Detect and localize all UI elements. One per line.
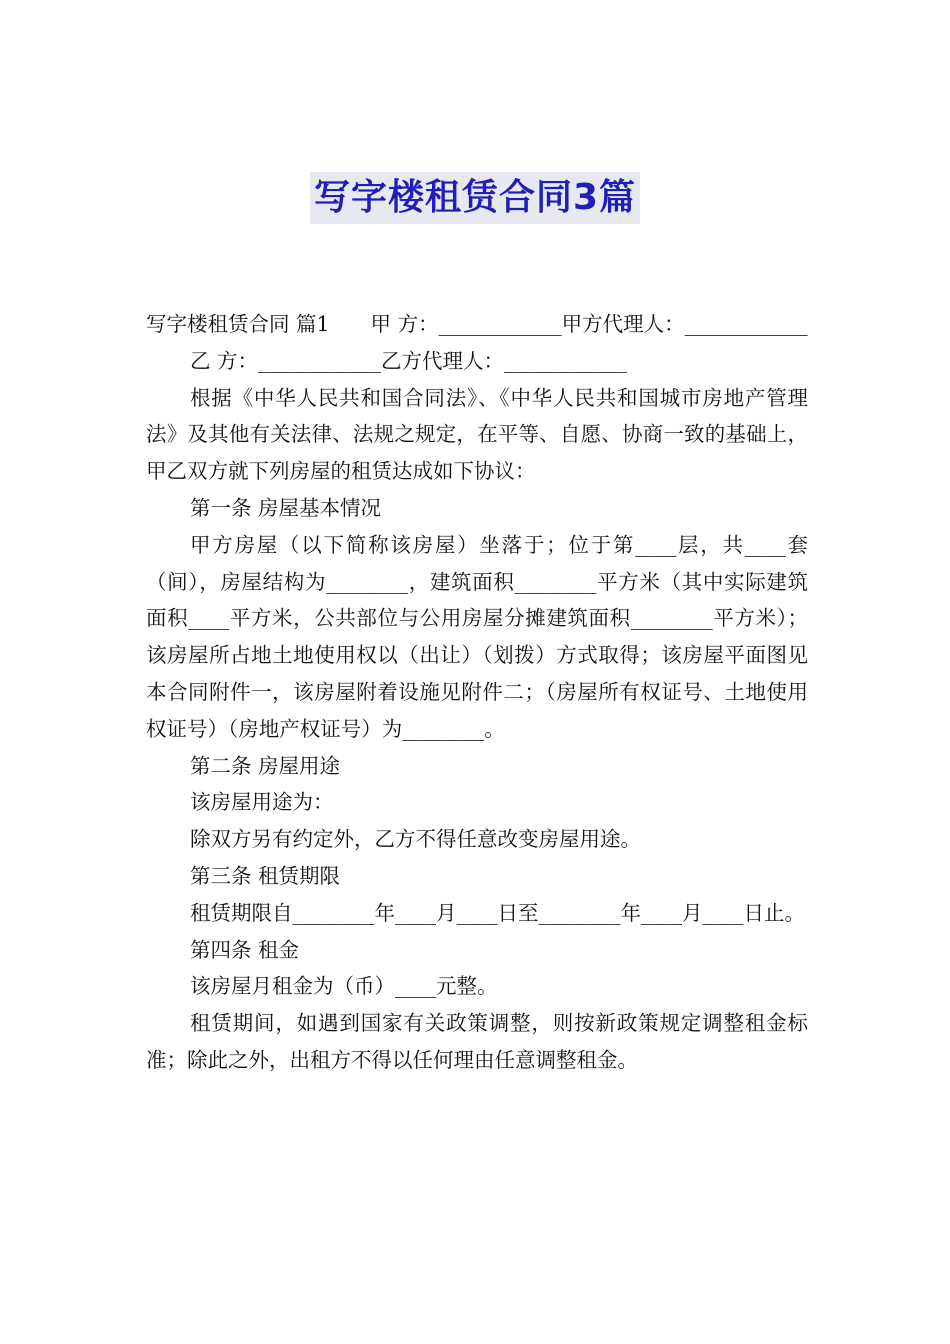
article-1-heading: 第一条 房屋基本情况 <box>190 495 382 520</box>
document-body <box>146 306 808 1079</box>
article-3-heading: 第三条 租赁期限 <box>190 863 341 888</box>
article-4-rent: 该房屋月租金为（币）____元整。 <box>190 974 498 999</box>
article-2-restriction: 除双方另有约定外，乙方不得任意改变房屋用途。 <box>190 827 641 852</box>
document-title: 写字楼租赁合同3篇 <box>310 172 640 224</box>
article-4-heading: 第四条 租金 <box>190 937 300 962</box>
paragraph-party-a: 写字楼租赁合同 篇1 甲 方：____________甲方代理人：____________ <box>146 312 808 336</box>
title-container <box>0 172 950 224</box>
article-4-adjustment: 租赁期间，如遇到国家有关政策调整，则按新政策规定调整租金标准；除此之外，出租方不得以任何理由任意调整租金。 <box>146 1011 808 1072</box>
paragraph-basis: 根据《中华人民共和国合同法》、《中华人民共和国城市房地产管理法》及其他有关法律、法规之规定，在平等、自愿、协商一致的基础上，甲乙双方就下列房屋的租赁达成如下协议： <box>146 385 808 484</box>
article-2-heading: 第二条 房屋用途 <box>190 753 341 778</box>
article-2-purpose: 该房屋用途为： <box>190 790 334 815</box>
article-3-text: 租赁期限自________年____月____日至________年____月____日止。 <box>190 900 805 925</box>
paragraph-party-b: 乙 方：____________乙方代理人：____________ <box>190 348 628 373</box>
article-1-text: 甲方房屋（以下简称该房屋）坐落于；位于第____层，共____套（间），房屋结构为________，建筑面积________平方米（其中实际建筑面积____平方米，公共部位与公用房屋分摊建筑面积________平方米）；该房屋所占地土地使用权以（出让）（划拨）方式取得；该房屋平面图见本合同附件一，该房屋附着设施见附件二；（房屋所有权证号、土地使用权证号）（房地产权证号）为________。 <box>146 532 808 741</box>
